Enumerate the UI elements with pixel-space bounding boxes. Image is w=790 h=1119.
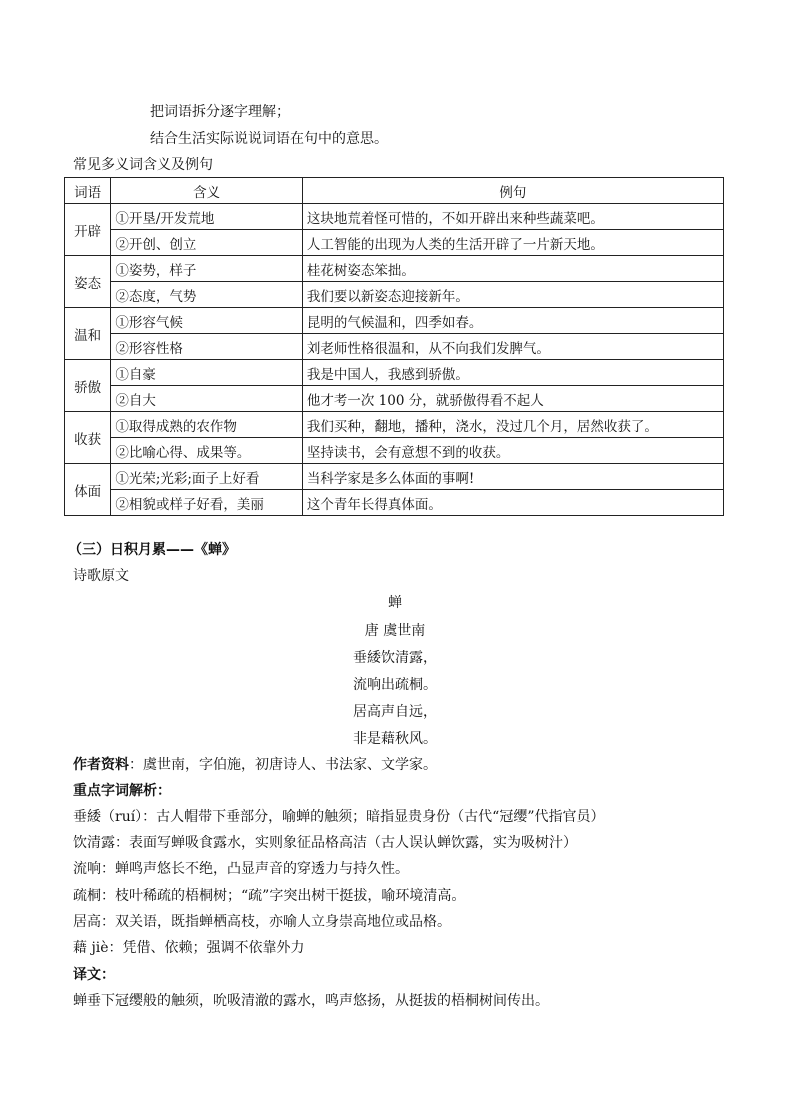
poem-line: 非是藉秋风。 xyxy=(353,731,437,747)
section-title: （三）日积月累——《蝉》 xyxy=(68,542,236,558)
author-info-label: 作者资料 xyxy=(73,757,129,773)
word-cell: 收获 xyxy=(65,412,111,464)
example-cell: 这块地荒着怪可惜的，不如开辟出来种些蔬菜吧。 xyxy=(302,204,723,230)
poem-line: 居高声自远， xyxy=(353,704,437,720)
poem-title: 蝉 xyxy=(388,595,402,611)
example-cell: 当科学家是多么体面的事啊! xyxy=(302,464,723,490)
table-row xyxy=(65,308,724,334)
table-header-row xyxy=(65,178,724,204)
keyword-item: 疏桐：枝叶稀疏的梧桐树；“疏”字突出树干挺拔，喻环境清高。 xyxy=(73,888,466,904)
table-row xyxy=(65,412,724,438)
table-row xyxy=(65,386,724,412)
meaning-cell: ①姿势，样子 xyxy=(111,256,303,282)
table-row xyxy=(65,230,724,256)
example-cell: 我是中国人，我感到骄傲。 xyxy=(302,360,723,386)
keyword-item: 垂緌（ruí）：古人帽带下垂部分，喻蝉的触须；暗指显贵身份（古代“冠缨”代指官员） xyxy=(73,809,605,825)
keywords-colon: ： xyxy=(157,783,171,799)
intro-line-1: 把词语拆分逐字理解； xyxy=(150,104,290,120)
word-cell: 体面 xyxy=(65,464,111,516)
table-row xyxy=(65,464,724,490)
example-cell: 昆明的气候温和，四季如春。 xyxy=(302,308,723,334)
header-meaning: 含义 xyxy=(111,178,303,204)
meaning-cell: ①自豪 xyxy=(111,360,303,386)
table-caption: 常见多义词含义及例句 xyxy=(73,157,213,173)
translation-colon: ： xyxy=(101,967,115,983)
word-cell: 姿态 xyxy=(65,256,111,308)
poem-line: 垂緌饮清露， xyxy=(353,650,437,666)
example-cell: 这个青年长得真体面。 xyxy=(302,490,723,516)
author-info-text: ：虞世南，字伯施，初唐诗人、书法家、文学家。 xyxy=(129,757,437,773)
author-info xyxy=(73,755,437,775)
keywords-label: 重点字词解析 xyxy=(73,783,157,799)
poem-author: 唐 虞世南 xyxy=(364,623,426,639)
poem-line: 流响出疏桐。 xyxy=(353,677,437,693)
keyword-item: 饮清露：表面写蝉吸食露水，实则象征品格高洁（古人误认蝉饮露，实为吸树汁） xyxy=(73,835,577,851)
intro-line-2: 结合生活实际说说词语在句中的意思。 xyxy=(150,131,388,147)
meaning-cell: ①开垦/开发荒地 xyxy=(111,204,303,230)
table-row xyxy=(65,282,724,308)
example-cell: 刘老师性格很温和，从不向我们发脾气。 xyxy=(302,334,723,360)
meaning-cell: ①形容气候 xyxy=(111,308,303,334)
table-row xyxy=(65,256,724,282)
meaning-cell: ②相貌或样子好看，美丽 xyxy=(111,490,303,516)
keyword-item: 流响：蝉鸣声悠长不绝，凸显声音的穿透力与持久性。 xyxy=(73,861,409,877)
word-cell: 开辟 xyxy=(65,204,111,256)
translation-label: 译文 xyxy=(73,967,101,983)
example-cell: 坚持读书，会有意想不到的收获。 xyxy=(302,438,723,464)
example-cell: 人工智能的出现为人类的生活开辟了一片新天地。 xyxy=(302,230,723,256)
meaning-cell: ②比喻心得、成果等。 xyxy=(111,438,303,464)
table-row xyxy=(65,490,724,516)
example-cell: 我们要以新姿态迎接新年。 xyxy=(302,282,723,308)
keyword-item: 居高：双关语，既指蝉栖高枝，亦喻人立身崇高地位或品格。 xyxy=(73,914,451,930)
header-word: 词语 xyxy=(65,178,111,204)
vocabulary-table xyxy=(64,177,724,516)
meaning-cell: ②态度，气势 xyxy=(111,282,303,308)
translation-heading xyxy=(73,965,115,985)
meaning-cell: ②开创、创立 xyxy=(111,230,303,256)
keyword-item: 藉 jiè：凭借、依赖；强调不依靠外力 xyxy=(73,940,305,956)
poem-label: 诗歌原文 xyxy=(73,568,129,584)
translation-text: 蝉垂下冠缨般的触须，吮吸清澈的露水，鸣声悠扬，从挺拔的梧桐树间传出。 xyxy=(73,993,549,1009)
word-cell: 骄傲 xyxy=(65,360,111,412)
keywords-heading xyxy=(73,781,171,801)
meaning-cell: ②形容性格 xyxy=(111,334,303,360)
example-cell: 我们买种，翻地，播种，浇水，没过几个月，居然收获了。 xyxy=(302,412,723,438)
meaning-cell: ①光荣;光彩;面子上好看 xyxy=(111,464,303,490)
example-cell: 他才考一次 100 分，就骄傲得看不起人 xyxy=(302,386,723,412)
example-cell: 桂花树姿态笨拙。 xyxy=(302,256,723,282)
table-row xyxy=(65,360,724,386)
word-cell: 温和 xyxy=(65,308,111,360)
table-row xyxy=(65,438,724,464)
table-row xyxy=(65,334,724,360)
header-example: 例句 xyxy=(302,178,723,204)
meaning-cell: ①取得成熟的农作物 xyxy=(111,412,303,438)
table-row xyxy=(65,204,724,230)
meaning-cell: ②自大 xyxy=(111,386,303,412)
